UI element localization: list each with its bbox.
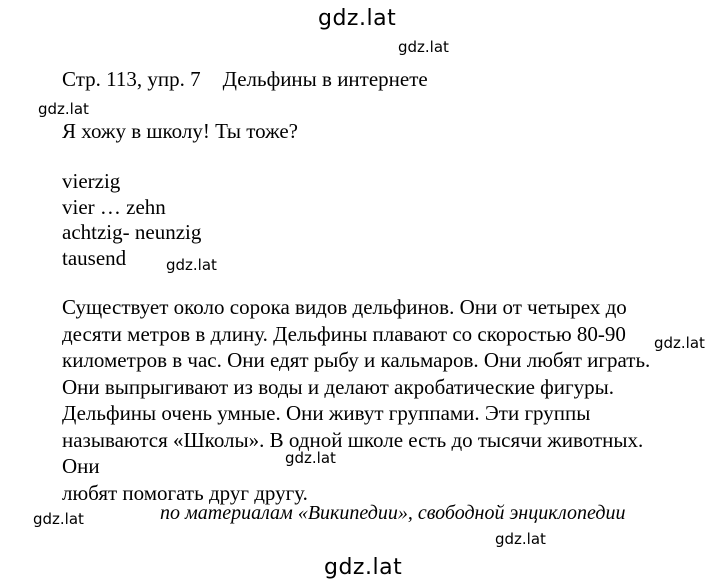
word-item: achtzig- neunzig <box>62 220 202 244</box>
paragraph-line: Существует около сорока видов дельфинов. Они от четырех до <box>62 295 627 319</box>
watermark-top: gdz.lat <box>318 6 397 31</box>
watermark-left-bottom: gdz.lat <box>33 510 84 528</box>
question-line: Я хожу в школу! Ты тоже? <box>62 119 299 143</box>
paragraph-line: Дельфины очень умные. Они живут группами. Эти группы <box>62 401 591 425</box>
paragraph-line: десяти метров в длину. Дельфины плавают со скоростью 80-90 <box>62 321 626 346</box>
word-item: vierzig <box>62 169 121 193</box>
watermark-right-bottom: gdz.lat <box>495 530 546 548</box>
source-citation: по материалам «Википедии», свободной энциклопедии <box>160 502 626 524</box>
paragraph-line: Они <box>62 454 100 478</box>
watermark-mid-words: gdz.lat <box>166 256 217 274</box>
paragraph-line: любят помогать друг другу. <box>62 480 308 505</box>
paragraph-line: Они выпрыгивают из воды и делают акробатические фигуры. <box>62 374 614 399</box>
number-word-list <box>62 168 201 270</box>
watermark-mid-para: gdz.lat <box>285 449 336 467</box>
word-item: vier … zehn <box>62 194 166 219</box>
watermark-upper-right: gdz.lat <box>398 38 449 56</box>
page-reference: Стр. 113, упр. 7 <box>62 67 201 91</box>
dolphin-paragraph <box>62 294 650 506</box>
exercise-heading <box>62 66 428 92</box>
watermark-right-para: gdz.lat <box>654 334 705 352</box>
paragraph-line: называются «Школы». В одной школе есть до тысячи животных. <box>62 427 644 452</box>
watermark-bottom: gdz.lat <box>324 555 403 580</box>
watermark-left-upper: gdz.lat <box>38 100 89 118</box>
exercise-title: Дельфины в интернете <box>222 67 428 91</box>
word-item: tausend <box>62 245 127 270</box>
paragraph-line: километров в час. Они едят рыбу и кальмаров. Они любят играть. <box>62 348 651 372</box>
